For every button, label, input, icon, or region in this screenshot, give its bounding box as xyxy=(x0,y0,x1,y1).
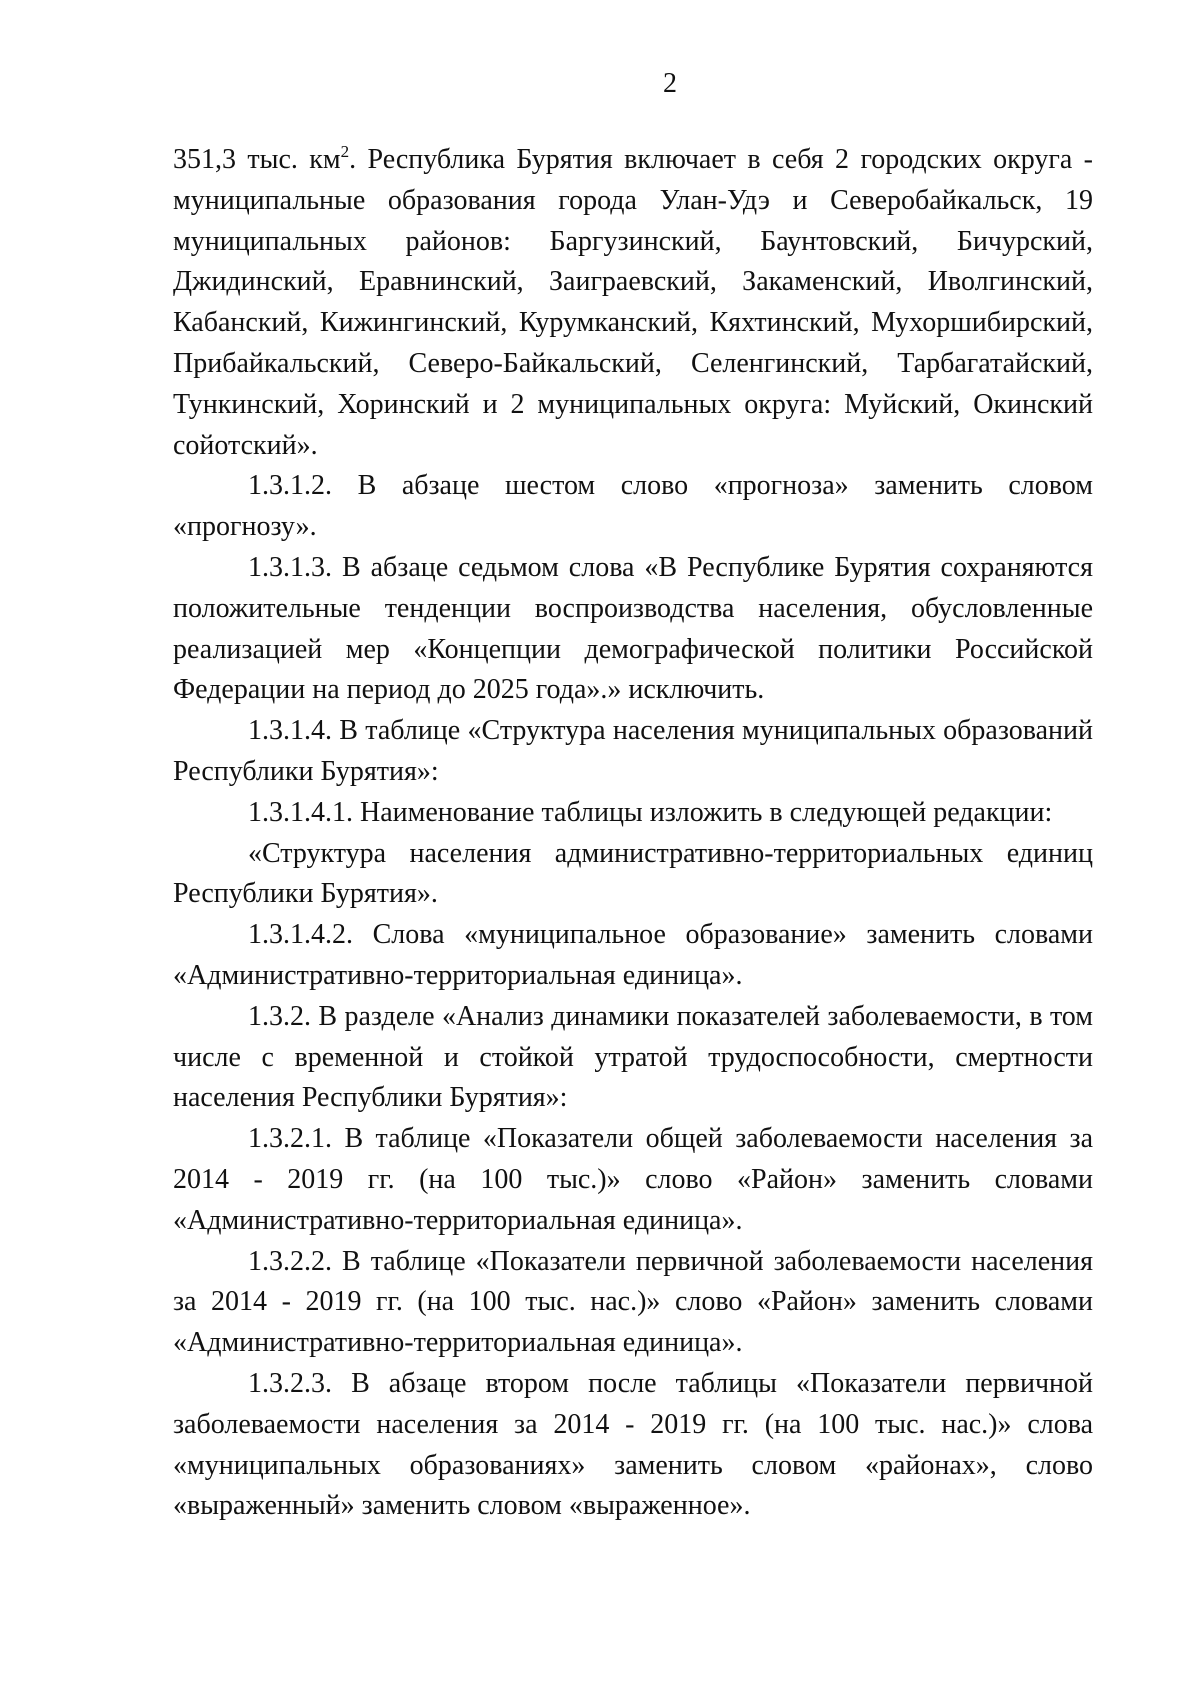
paragraph-1-3-1-2: 1.3.1.2. В абзаце шестом слово «прогноза» заменить словом «прогнозу». xyxy=(173,470,1093,543)
paragraph-1-3-1-4-2: 1.3.1.4.2. Слова «муниципальное образование» заменить словами «Административно-территориальная единица». xyxy=(173,919,1093,991)
page-number: 2 xyxy=(663,68,677,99)
paragraph-1-3-1-3: 1.3.1.3. В абзаце седьмом слова «В Республике Бурятия сохраняются положительные тенденции воспроизводства населения, обусловленные реализацией мер «Концепции демографической политики Российской Федерации на период до 2025 года».» исключить. xyxy=(173,551,1093,706)
paragraph-1-3-1-4-1: 1.3.1.4.1. Наименование таблицы изложить в следующей редакции: xyxy=(248,796,1053,828)
paragraph-table-title-quote: «Структура населения административно-территориальных единиц Республики Бурятия». xyxy=(173,837,1093,910)
paragraph-1-3-2: 1.3.2. В разделе «Анализ динамики показателей заболеваемости, в том числе с временной и стойкой утратой трудоспособности, смертности населения Республики Бурятия»: xyxy=(173,1000,1093,1114)
paragraph-1-3-2-2: 1.3.2.2. В таблице «Показатели первичной заболеваемости населения за 2014 - 2019 гг. (на 100 тыс. нас.)» слово «Район» заменить словами «Административно-территориальная единица». xyxy=(173,1245,1093,1359)
superscript-exponent: 2 xyxy=(340,142,350,161)
document-body xyxy=(173,140,1093,1527)
paragraph-1-3-1-4: 1.3.1.4. В таблице «Структура населения муниципальных образований Республики Бурятия»: xyxy=(173,715,1093,787)
paragraph-1-3-2-3: 1.3.2.3. В абзаце втором после таблицы «Показатели первичной заболеваемости населения за 2014 - 2019 гг. (на 100 тыс. нас.)» слова «муниципальных образованиях» заменить словом «районах», слово «выраженный» заменить словом «выраженное». xyxy=(173,1367,1093,1522)
paragraph-1-3-2-1: 1.3.2.1. В таблице «Показатели общей заболеваемости населения за 2014 - 2019 гг. (на 100 тыс.)» слово «Район» заменить словами «Административно-территориальная единица». xyxy=(173,1123,1093,1236)
paragraph-continuation-text: . Республика Бурятия включает в себя 2 городских округа - муниципальные образования города Улан-Удэ и Северобайкальск, 19 муниципальных районов: Баргузинский, Баунтовский, Бичурский, Джидинский, Еравнинский, Заиграевский, Закаменский, Иволгинский, Кабанский, Кижингинский, Курумканский, Кяхтинский, Мухоршибирский, Прибайкальский, Северо-Байкальский, Селенгинский, Тарбагатайский, Тункинский, Хоринский и 2 муниципальных округа: Муйский, Окинский сойотский». xyxy=(173,144,1093,461)
paragraph-continuation xyxy=(173,140,1093,466)
area-value-text: 351,3 тыс. км xyxy=(173,144,341,175)
